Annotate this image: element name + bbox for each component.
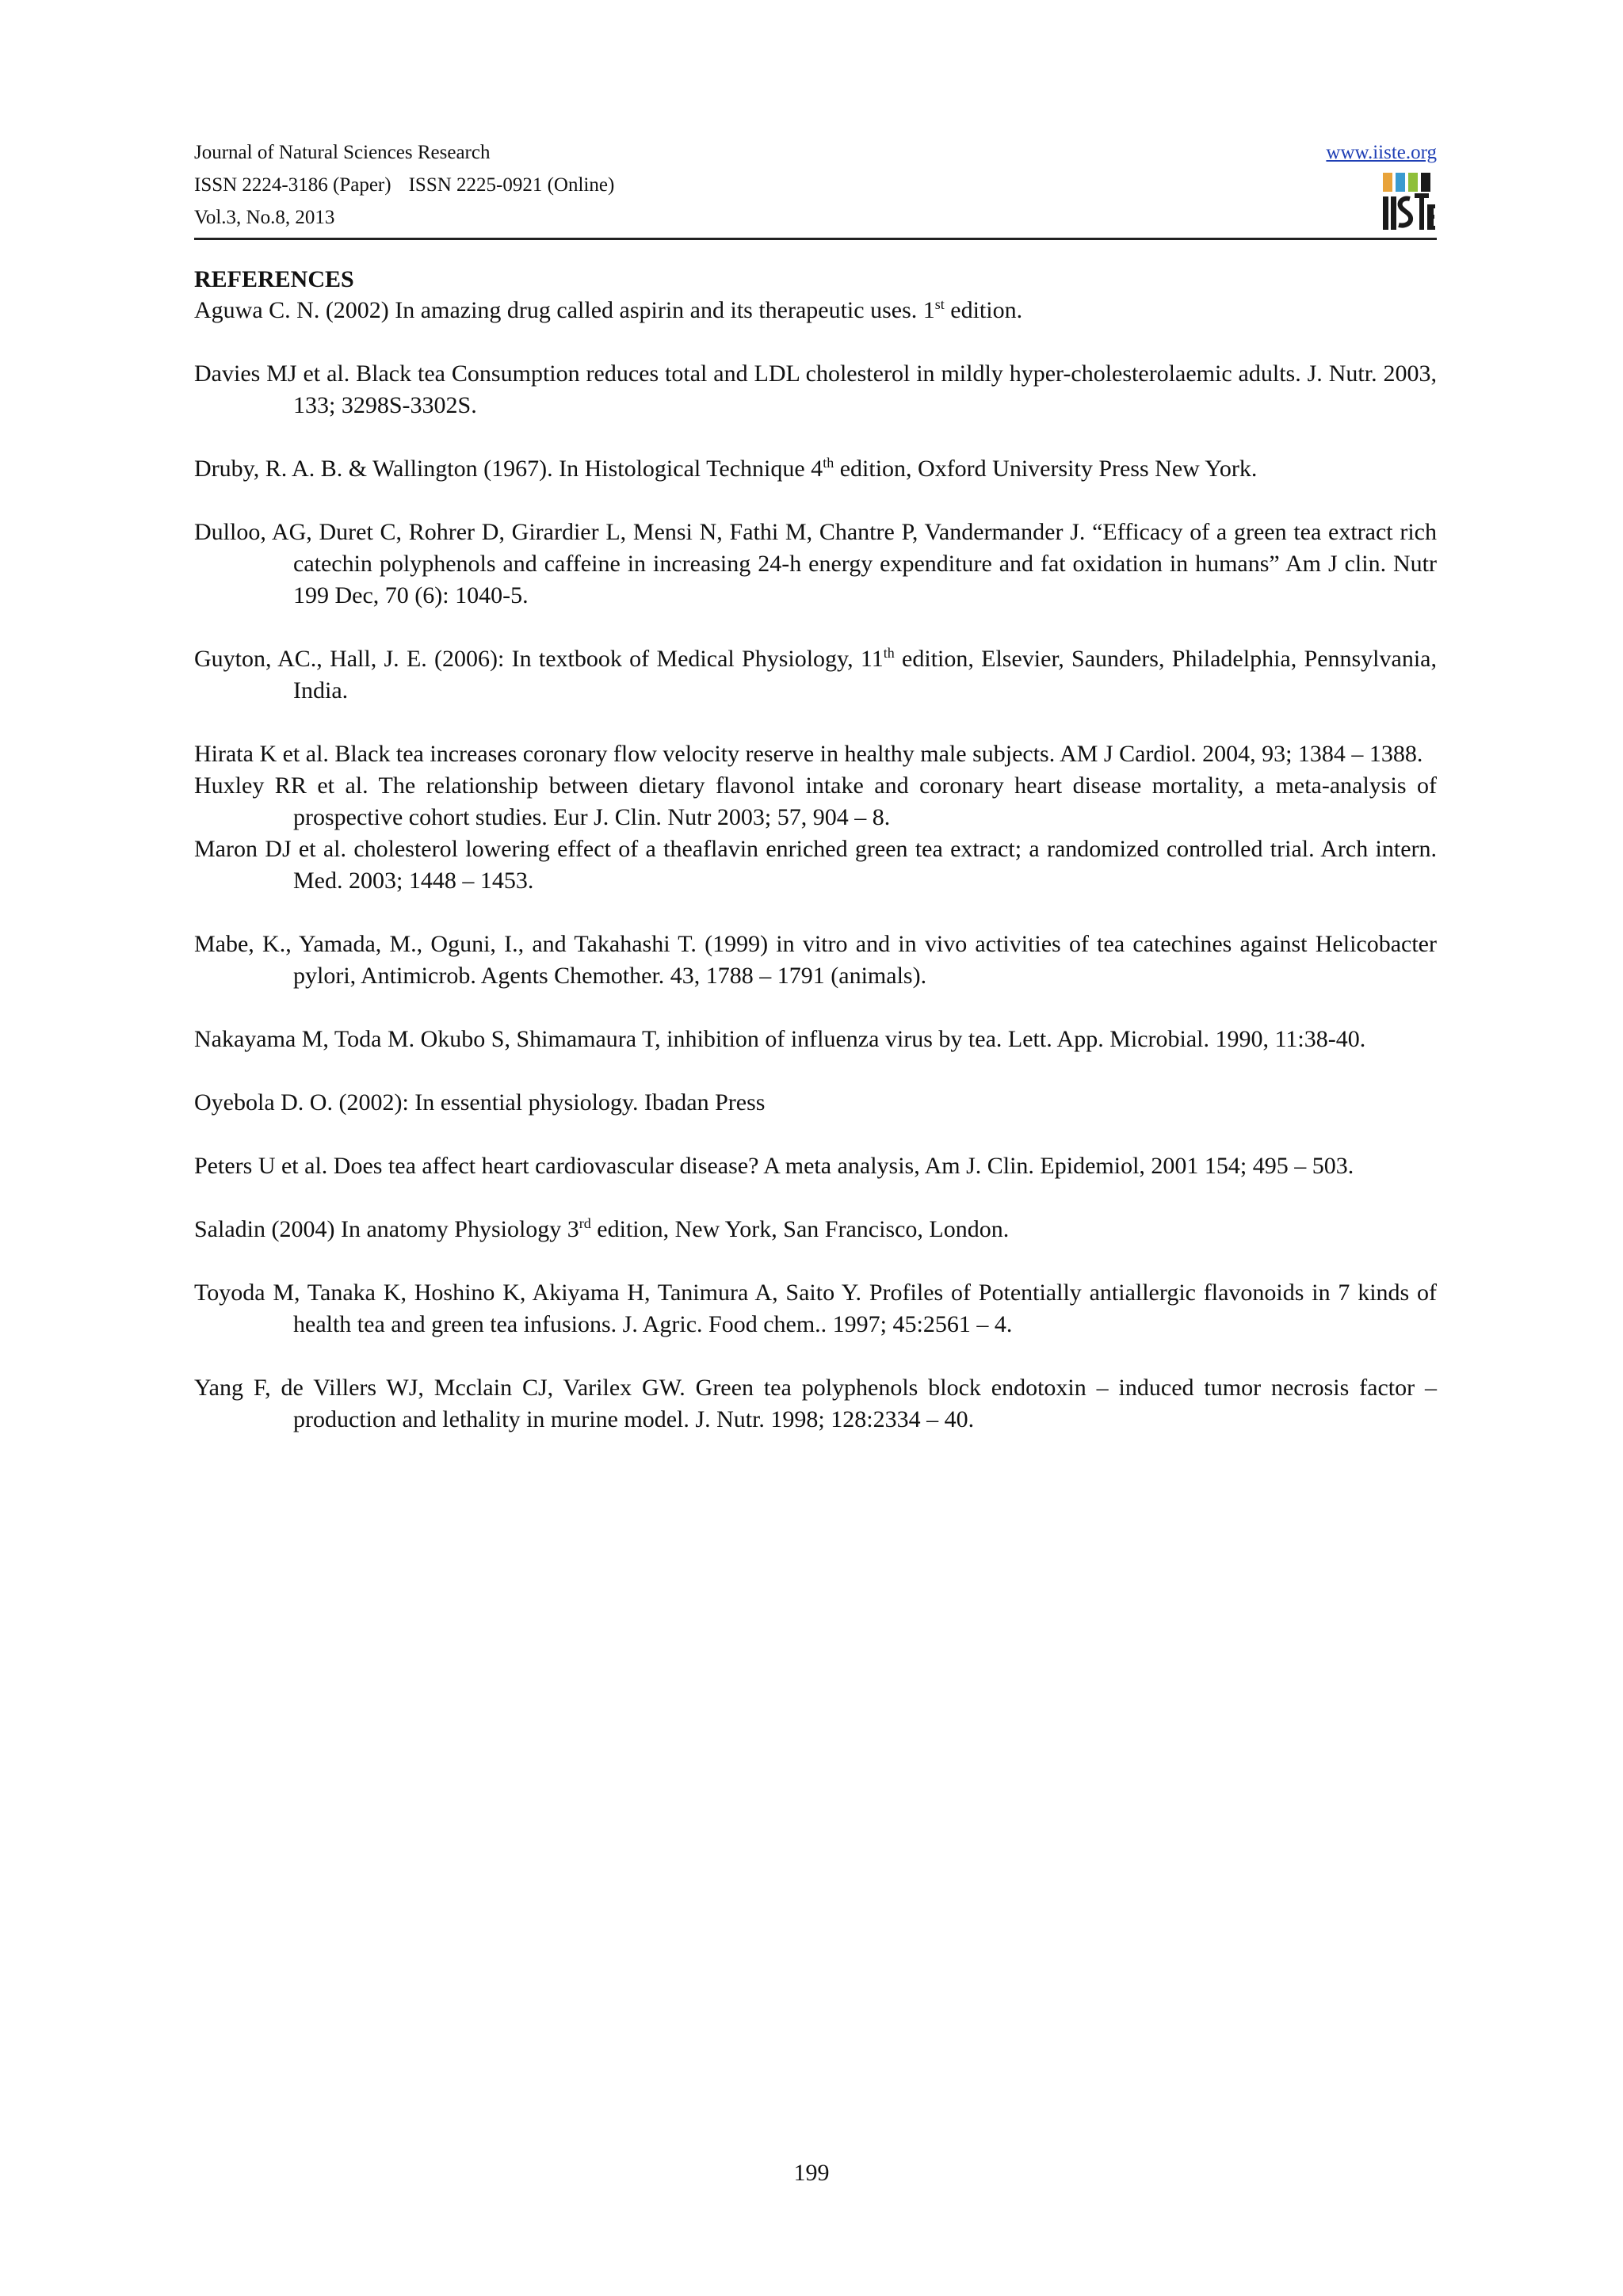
reference-item (194, 1214, 1437, 1245)
reference-superscript: th (823, 455, 834, 471)
reference-text: edition, Oxford University Press New York. (834, 456, 1258, 482)
references-section (194, 265, 1437, 1436)
reference-text: Druby, R. A. B. & Wallington (1967). In Histological Technique 4 (194, 456, 823, 482)
issn-paper: ISSN 2224-3186 (Paper) (194, 174, 391, 196)
journal-info (194, 136, 614, 234)
reference-item (194, 295, 1437, 326)
reference-item (194, 1087, 1437, 1119)
website-link[interactable]: www.iiste.org (1326, 142, 1437, 163)
reference-text: Guyton, AC., Hall, J. E. (2006): In textbook of Medical Physiology, 11 (194, 646, 884, 672)
reference-text: Dulloo, AG, Duret C, Rohrer D, Girardier L, Mensi N, Fathi M, Chantre P, Vandermander J. “Efficacy of a green tea extract rich catechin polyphenols and caffeine in increasing 24-h energy expenditure and fat oxidation in humans” Am J clin. Nutr 199 Dec, 70 (6): 1040-5. (194, 519, 1437, 608)
volume-info: Vol.3, No.8, 2013 (194, 207, 335, 228)
reference-text: Huxley RR et al. The relationship between dietary flavonol intake and coronary heart disease mortality, a meta-analysis of prospective cohort studies. Eur J. Clin. Nutr 2003; 57, 904 – 8. (194, 772, 1437, 830)
reference-item (194, 770, 1437, 833)
reference-item (194, 1372, 1437, 1436)
reference-list (194, 295, 1437, 1436)
reference-item (194, 358, 1437, 421)
page-header (194, 136, 1437, 240)
reference-text: Mabe, K., Yamada, M., Oguni, I., and Takahashi T. (1999) in vitro and in vivo activities of tea catechines against Helicobacter pylori, Antimicrob. Agents Chemother. 43, 1788 – 1791 (animals). (194, 931, 1437, 989)
page-number: 199 (793, 2160, 830, 2186)
reference-superscript: rd (579, 1215, 591, 1231)
reference-text: Hirata K et al. Black tea increases coronary flow velocity reserve in healthy male subjects. AM J Cardiol. 2004, 93; 1384 – 1388. (194, 741, 1423, 767)
reference-text: Peters U et al. Does tea affect heart cardiovascular disease? A meta analysis, Am J. Clin. Epidemiol, 2001 154; 495 – 503. (194, 1153, 1354, 1179)
reference-item (194, 833, 1437, 897)
reference-text: Davies MJ et al. Black tea Consumption reduces total and LDL cholesterol in mildly hyper-cholesterolaemic adults. J. Nutr. 2003, 133; 3298S-3302S. (194, 360, 1437, 418)
iiste-logo-icon (1383, 171, 1435, 231)
reference-text: Maron DJ et al. cholesterol lowering effect of a theaflavin enriched green tea extract; a randomized controlled trial. Arch intern. Med. 2003; 1448 – 1453. (194, 836, 1437, 894)
reference-item (194, 1150, 1437, 1182)
reference-item (194, 1277, 1437, 1341)
issn-line (194, 169, 614, 201)
reference-text: Aguwa C. N. (2002) In amazing drug called aspirin and its therapeutic uses. 1 (194, 297, 935, 323)
reference-item (194, 929, 1437, 992)
reference-item (194, 453, 1437, 485)
reference-text: edition, Elsevier, Saunders, Philadelphia, Pennsylvania, India. (293, 646, 1437, 704)
reference-text: Nakayama M, Toda M. Okubo S, Shimamaura T, inhibition of influenza virus by tea. Lett. App. Microbial. 1990, 11:38-40. (194, 1026, 1366, 1052)
reference-superscript: st (934, 296, 945, 312)
journal-name: Journal of Natural Sciences Research (194, 142, 491, 163)
reference-text: Oyebola D. O. (2002): In essential physiology. Ibadan Press (194, 1089, 766, 1116)
reference-item (194, 1024, 1437, 1055)
reference-text: Toyoda M, Tanaka K, Hoshino K, Akiyama H, Tanimura A, Saito Y. Profiles of Potentially antiallergic flavonoids in 7 kinds of health tea and green tea infusions. J. Agric. Food chem.. 1997; 45:2561 – 4. (194, 1280, 1437, 1337)
reference-text: Saladin (2004) In anatomy Physiology 3 (194, 1216, 579, 1242)
reference-text: Yang F, de Villers WJ, Mcclain CJ, Varilex GW. Green tea polyphenols block endotoxin – induced tumor necrosis factor – production and lethality in murine model. J. Nutr. 1998; 128:2334 – 40. (194, 1375, 1437, 1432)
reference-item (194, 738, 1437, 770)
reference-item (194, 517, 1437, 612)
reference-text: edition, New York, San Francisco, London. (590, 1216, 1010, 1242)
reference-superscript: th (883, 645, 895, 661)
reference-item (194, 643, 1437, 707)
references-heading: REFERENCES (194, 266, 354, 292)
reference-text: edition. (944, 297, 1023, 323)
issn-online: ISSN 2225-0921 (Online) (408, 174, 615, 196)
